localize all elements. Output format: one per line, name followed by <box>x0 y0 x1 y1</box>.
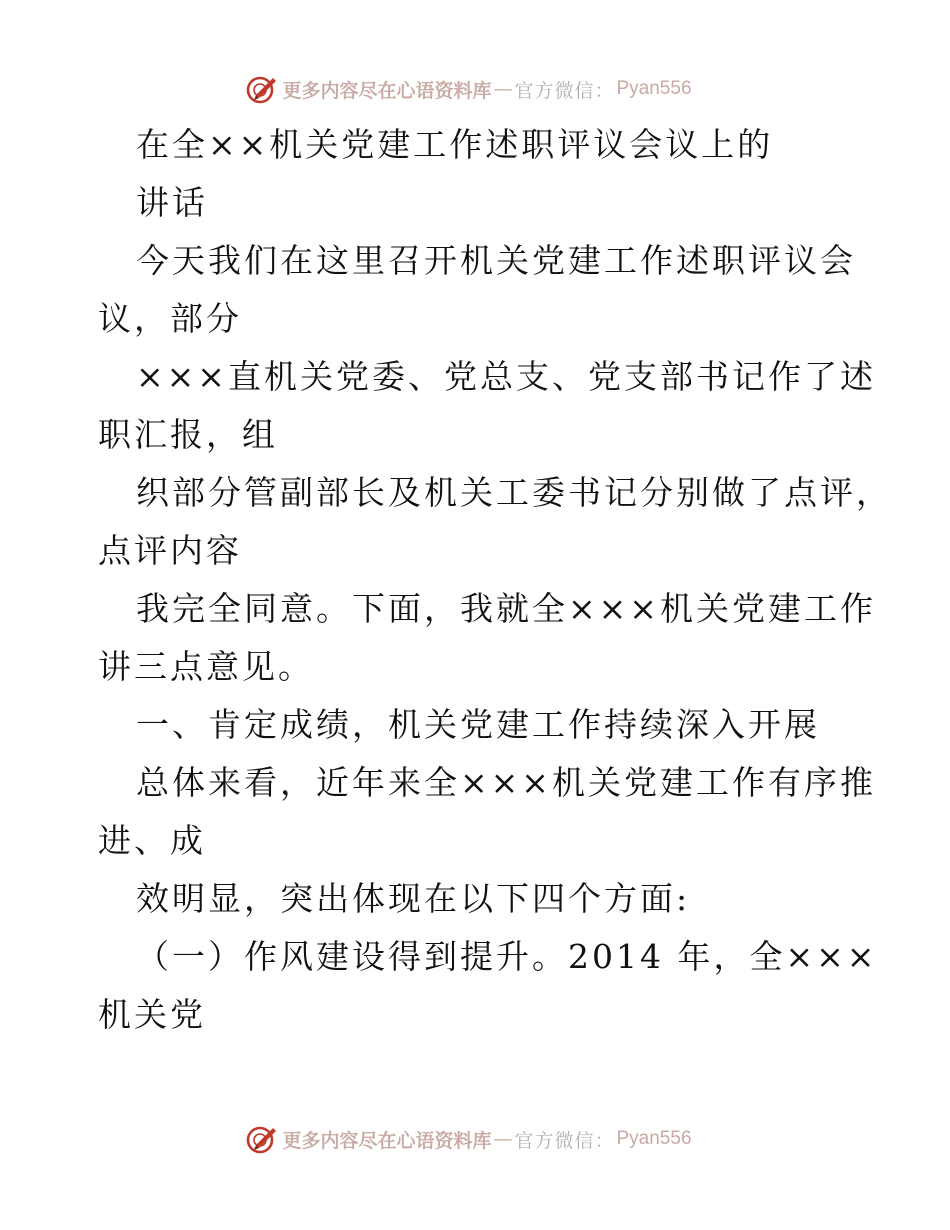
document-line: 总体来看，近年来全×××机关党建工作有序推 <box>136 763 876 802</box>
document-body <box>98 116 892 1044</box>
document-line: 点评内容 <box>98 531 242 570</box>
document-line: 机关党 <box>98 995 206 1034</box>
banner-content <box>258 73 691 105</box>
document-line: 讲三点意见。 <box>98 647 314 686</box>
document-line: 我完全同意。下面，我就全×××机关党建工作 <box>136 589 876 628</box>
header-banner <box>0 72 950 106</box>
banner-wechat-id: Pyan556 <box>616 78 692 99</box>
banner-slogan: 更多内容尽在心语资料库 <box>282 1129 492 1152</box>
document-line: 一、肯定成绩，机关党建工作持续深入开展 <box>136 705 820 744</box>
banner-dash: — <box>493 1128 513 1150</box>
banner-wechat-id: Pyan556 <box>616 1128 692 1149</box>
document-line: 议，部分 <box>98 299 242 338</box>
footer-banner <box>0 1122 950 1156</box>
document-line: 效明显，突出体现在以下四个方面: <box>136 879 691 918</box>
document-line: 织部分管副部长及机关工委书记分别做了点评， <box>136 473 892 512</box>
pen-logo-icon <box>246 73 278 105</box>
banner-dash: — <box>493 78 513 100</box>
document-line: 职汇报，组 <box>98 415 278 454</box>
document-line: 在全××机关党建工作述职评议会议上的 <box>136 125 774 164</box>
document-line: 进、成 <box>98 821 206 860</box>
banner-wechat-label: 官方微信： <box>514 79 615 102</box>
pen-logo-icon <box>246 1123 278 1155</box>
banner-slogan: 更多内容尽在心语资料库 <box>282 79 492 102</box>
banner-content <box>258 1123 691 1155</box>
document-line: 讲话 <box>136 183 208 222</box>
banner-wechat-label: 官方微信： <box>514 1129 615 1152</box>
document-line: （一）作风建设得到提升。2014 年，全××× <box>136 937 878 976</box>
document-line: ×××直机关党委、党总支、党支部书记作了述 <box>136 357 876 396</box>
document-line: 今天我们在这里召开机关党建工作述职评议会 <box>136 241 856 280</box>
